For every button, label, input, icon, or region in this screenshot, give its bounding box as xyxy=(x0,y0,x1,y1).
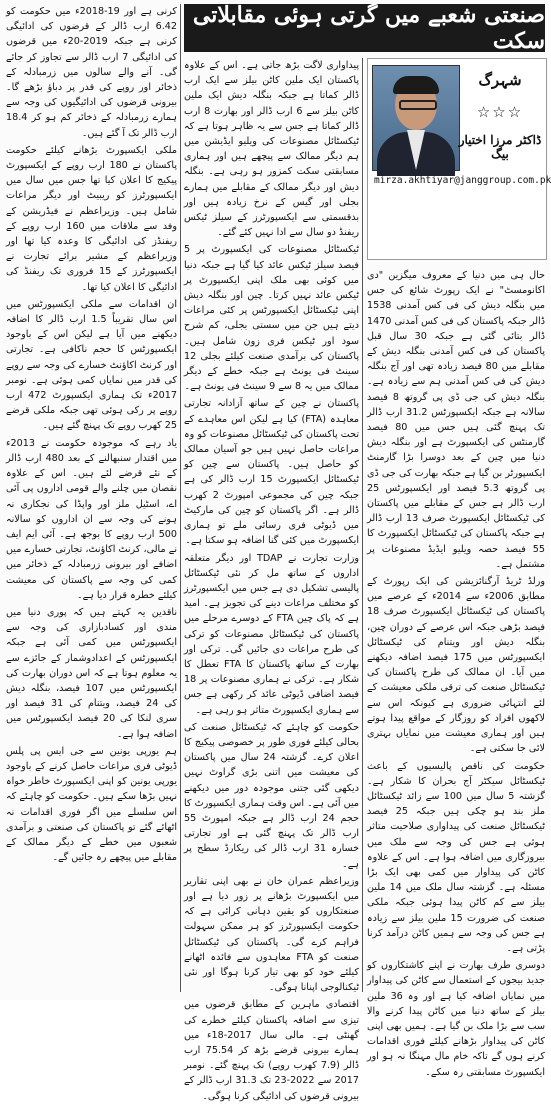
headline: صنعتی شعبے میں گرتی ہوئی مقابلاتی سکت xyxy=(184,4,545,52)
paragraph: ان اقدامات سے ملکی ایکسپورٹس میں اس سال تقریباً 1.5 ارب ڈالر کا اضافہ دیکھنے میں آیا ہے لیکن اس کے باوجود ایکسپورٹس کا حجم ناکافی ہے۔ تجارتی اور کرنٹ اکاؤنٹ خسارے کی وجہ سے روپے کی قدر میں نمایاں کمی ہوئی ہے۔ نومبر 2017ء تک ہماری ایکسپورٹ 472 ارب روپے پر رکی ہوئی تھی جبکہ ملکی قرضے 25 کھرب روپے تک پہنچ گئے ہیں۔ xyxy=(6,298,177,432)
paragraph: پیداواری لاگت بڑھ جاتی ہے۔ اس کے علاوہ پاکستان ایک ملین کاٹن بیلز سے ایک ارب ڈالر کماتا ہے جبکہ بنگلہ دیش ایک ملین کاٹن بیلز سے 6 ارب ڈالر اور بھارت 8 ارب ڈالر کماتا ہے جس سے یہ ظاہر ہوتا ہے کہ ٹیکسٹائل مصنوعات کی ویلیو ایڈیشن میں ہم دیگر ممالک سے پیچھے ہیں اور ہماری مسابقتی سکت کمزور ہو رہی ہے۔ بنگلہ دیش اور دیگر ممالک کے مقابلے میں ہمارے بجلی اور گیس کے نرخ زیادہ ہیں اور بدقسمتی سے ایکسپورٹرز کے سیلز ٹیکس ریفنڈ دو سال سے ادا نہیں کئے گئے۔ xyxy=(184,60,360,239)
paragraph: اقتصادی ماہرین کے مطابق قرضوں میں تیزی سے اضافہ پاکستان کیلئے خطرے کی گھنٹی ہے۔ مالی سال 2017-18ء میں ہمارے بیرونی قرضے بڑھ کر 75.54 ارب ڈالر (7.9 کھرب روپے) تک پہنچ گئے۔ نومبر 2017 سے 2022-23 تک 31.3 ارب ڈالر کے بیرونی قرضوں کی ادائیگی کرنا ہوگی۔ xyxy=(184,999,359,1102)
paragraph: کرنی ہے اور 19-2018ء میں حکومت کو 6.42 ارب ڈالر کے قرضوں کی ادائیگی کرنی ہے جبکہ 2019-20ء میں قرضوں کی ادائیگی 7 ارب ڈالر سے تجاوز کر جائے گی۔ آنے والے سالوں میں زرمبادلہ کے ذخائر اور روپے کی قدر پر دباؤ بڑھے گا۔ بیرونی قرضوں کی ادائیگیوں کی وجہ سے ہمارے زرمبادلہ کے ذخائر کم ہو کر 18.4 ارب ڈالر تک آ گئے ہیں۔ xyxy=(6,6,177,139)
paragraph: دوسری طرف بھارت نے اپنے کاشتکاروں کو جدید بیجوں کے استعمال سے کاٹن کی پیداوار میں نمایاں اضافہ کیا ہے اور وہ 36 ملین بیلز کے ساتھ دنیا میں کاٹن پیدا کرنے والا سب سے بڑا ملک بن گیا ہے۔ ہمیں بھی اپنی کاٹن کی پیداوار بڑھانے کیلئے فوری اقدامات کرنے ہوں گے تاکہ خام مال مہنگا نہ ہو اور ایکسپورٹ مسابقتی رہ سکے۔ xyxy=(367,960,545,1078)
paragraph: ورلڈ ٹریڈ آرگنائزیشن کی ایک رپورٹ کے مطابق 2006ء سے 2014ء کے عرصے میں پاکستان کی ٹیکسٹائل ایکسپورٹ صرف 18 فیصد بڑھی جبکہ اس عرصے کے دوران چین، بنگلہ دیش اور ویتنام کی ٹیکسٹائل ایکسپورٹس میں 175 فیصد اضافہ دیکھنے میں آیا۔ ان ممالک کی طرح پاکستان کی ٹیکسٹائل صنعت کی ترقی ملکی معیشت کے لئے انتہائی ضروری ہے کیونکہ اس سے لاکھوں افراد کو روزگار کے مواقع پیدا ہوتے ہیں اور ہماری معیشت میں نمایاں بہتری لائی جا سکتی ہے۔ xyxy=(367,576,546,755)
article-column-middle xyxy=(184,58,360,1102)
paragraph: ناقدین یہ کہتے ہیں کہ پوری دنیا میں مندی اور کسادبازاری کی وجہ سے ایکسپورٹس میں کمی آئی ہے جبکہ ایکسپورٹس کے اعدادوشمار کے جائزے سے یہ معلوم ہوتا ہے کہ اس دوران بھارت کی ایکسپورٹس میں 107 فیصد، بنگلہ دیش کی 24 فیصد، ویتنام کی 31 فیصد اور سری لنکا کی 20 فیصد ایکسپورٹس میں اضافہ ہوا ہے۔ xyxy=(6,606,178,740)
article-column-right xyxy=(367,268,546,1078)
byline-box xyxy=(367,58,551,260)
author-email[interactable]: mirza.akhtiyar@janggroup.com.pk xyxy=(374,175,551,186)
paragraph: پاکستان نے چین کے ساتھ آزادانہ تجارتی معاہدہ (FTA) کیا ہے لیکن اس معاہدے کے تحت پاکستان کی ٹیکسٹائل مصنوعات کو وہ مراعات حاصل نہیں ہیں جو آسیان ممالک کو حاصل ہیں۔ پاکستان سے چین کو ٹیکسٹائل ایکسپورٹ 15 ارب ڈالر کی ہے جبکہ چین کی مجموعی امپورٹ 2 کھرب ڈالر ہے۔ اگر پاکستان کو چین کی مارکیٹ میں ڈیوٹی فری رسائی ملے تو ہماری ایکسپورٹ میں کئی گنا اضافہ ہو سکتا ہے۔ xyxy=(184,398,360,547)
paragraph: حال ہی میں دنیا کے معروف میگزین "دی اکانومسٹ" نے ایک رپورٹ شائع کی جس میں بنگلہ دیش کی فی کس آمدنی 1538 ڈالر جبکہ پاکستان کی فی کس آمدنی 1470 ڈالر بتائی گئی ہے جبکہ 30 سال قبل پاکستان کی فی کس آمدنی بنگلہ دیش کے مقابلے میں 80 فیصد زیادہ تھی اور آج بنگلہ دیش کی فی کس آمدنی ہم سے زیادہ ہے۔ بنگلہ دیش کی جی ڈی پی گروتھ 8 فیصد سالانہ ہے جبکہ ایکسپورٹس 31.2 ارب ڈالر تک پہنچ گئی ہیں جس میں 80 فیصد گارمنٹس کی ایکسپورٹ ہے اور بنگلہ دیش دنیا میں چین کے بعد دوسرا بڑا گارمنٹ ایکسپورٹر بن گیا ہے جبکہ بھارت کی جی ڈی پی گروتھ 5.3 فیصد اور ایکسپورٹس 25 ارب ڈالر ہے جس کے مقابلے میں پاکستان کی ٹیکسٹائل ایکسپورٹ صرف 13 ارب ڈالر ہے جبکہ پاکستان کی ٹیکسٹائل ایکسپورٹ کا 55 فیصد حصہ ویلیو ایڈیڈ مصنوعات پر مشتمل ہے۔ xyxy=(367,270,546,570)
paragraph: یاد رہے کہ موجودہ حکومت نے 2013ء میں اقتدار سنبھالنے کے بعد 480 ارب ڈالر کے نئے قرضے لئے ہیں۔ اس کے علاوہ نقصان میں چلنے والے قومی اداروں پی آئی اے، اسٹیل ملز اور واپڈا کی نجکاری نہ ہونے کی وجہ سے ان اداروں کو سالانہ 500 ارب روپے کا بوجھ ہے۔ آئی ایم ایف نے مالی، کرنٹ اکاؤنٹ، تجارتی خسارے میں اضافے اور بیرونی زرمبادلہ کے ذخائر میں کمی کی وجہ سے پاکستان کی معیشت کیلئے خطرہ قرار دیا ہے۔ xyxy=(6,437,177,601)
paragraph: وزارت تجارت نے TDAP اور دیگر متعلقہ اداروں کے ساتھ مل کر نئی ٹیکسٹائل پالیسی تشکیل دی ہے جس میں ایکسپورٹرز کو مختلف مراعات دینے کی تجویز ہے۔ امید ہے کہ پاک چین FTA کے دوسرے مرحلے میں پاکستان کی ٹیکسٹائل مصنوعات کو ترکی کی طرح مراعات دی جائیں گی۔ ترکی اور بھارت کے ساتھ پاکستان کا FTA تعطل کا شکار ہے۔ ترکی نے ہماری مصنوعات پر 18 فیصد اضافی ڈیوٹی عائد کر رکھی ہے جس سے ہماری ایکسپورٹ متاثر ہو رہی ہے۔ xyxy=(184,552,359,716)
column-name: شہرگ xyxy=(478,71,522,89)
paragraph: ٹیکسٹائل مصنوعات کی ایکسپورٹ پر 5 فیصد سیلز ٹیکس عائد کیا گیا ہے جبکہ دنیا میں کوئی بھی ملک اپنی ایکسپورٹ پر ٹیکس عائد نہیں کرتا۔ چین اور بنگلہ دیش اپنی ٹیکسٹائل ایکسپورٹس پر کئی مراعات دیتے ہیں جن میں سستی بجلی، کم شرح سود اور ٹیکس فری زون شامل ہیں۔ پاکستان کی برآمدی صنعت کیلئے بجلی 12 سینٹ فی یونٹ ہے جبکہ خطے کے دیگر ممالک میں یہ 8 سے 9 سینٹ فی یونٹ ہے۔ xyxy=(184,244,359,393)
star-icon: ☆☆☆ xyxy=(476,103,524,121)
author-name: ڈاکٹر مرزا اختیار بیگ xyxy=(458,133,542,161)
paragraph: حکومت کی ناقص پالیسیوں کے باعث ٹیکسٹائل سیکٹر آج بحران کا شکار ہے۔ گزشتہ 5 سال میں 100 سے زائد ٹیکسٹائل ملز بند ہو چکی ہیں جبکہ 25 فیصد ٹیکسٹائل صنعت کی پیداواری صلاحیت متاثر ہوئی ہے جس کی وجہ سے ملک میں بیروزگاری میں اضافہ ہوا ہے۔ اس کے علاوہ کاٹن کی پیداوار میں کمی بھی ایک بڑا مسئلہ ہے۔ گزشتہ سال ملک میں 14 ملین بیلز سے کم کاٹن پیدا ہوئی جبکہ ملکی صنعت کی ضرورت 15 ملین بیلز سے زیادہ ہے جس کی وجہ سے ہمیں کاٹن درآمد کرنا پڑتی ہے۔ xyxy=(367,760,546,954)
article-column-left xyxy=(6,4,177,992)
paragraph: ہم یورپی یونین سے جی ایس پی پلس ڈیوٹی فری مراعات حاصل کرنے کے باوجود یورپی یونین کو اپنی ایکسپورٹ خاطر خواہ نہیں بڑھا سکے ہیں۔ حکومت کو چاہئے کہ اس سلسلے میں اگر فوری اقدامات نہ اٹھائے گئے تو پاکستان کی صنعتی و برآمدی شعبوں میں خطے کے دیگر ممالک کے مقابلے میں پیچھے رہ جائیں گے۔ xyxy=(6,745,177,864)
paragraph: حکومت کو چاہئے کہ ٹیکسٹائل صنعت کی بحالی کیلئے فوری طور پر خصوصی پیکیج کا اعلان کرے۔ گزشتہ 24 سال میں پاکستان کی معیشت میں اتنی بڑی گراوٹ نہیں دیکھی گئی جتنی موجودہ دور میں دیکھنے میں آئی ہے۔ اس وقت ہماری ایکسپورٹ کا حجم 24 ارب ڈالر ہے جبکہ امپورٹ 55 ارب ڈالر تک پہنچ گئی ہے اور تجارتی خسارہ 31 ارب ڈالر کی ریکارڈ سطح پر ہے۔ xyxy=(184,721,359,870)
paragraph: ملکی ایکسپورٹ بڑھانے کیلئے حکومت پاکستان نے 180 ارب روپے کے ایکسپورٹ پیکیج کا اعلان کیا تھا جس میں سال میں ایکسپورٹرز کو ریبیٹ اور دیگر مراعات شامل ہیں۔ وزیراعظم نے فیڈریشن کے وفد سے ملاقات میں 160 ارب روپے کے ریفنڈز کی ادائیگی کا وعدہ کیا تھا اور وزیراعظم کے مشیر برائے تجارت نے ایکسپورٹرز کے 15 فروری تک ریفنڈ کی ادائیگی کا اعلان کیا تھا۔ xyxy=(6,144,177,293)
paragraph: وزیراعظم عمران خان نے بھی اپنی تقاریر میں ایکسپورٹ بڑھانے پر زور دیا ہے اور صنعتکاروں کو یقین دہانی کرائی ہے کہ حکومت ایکسپورٹرز کو ہر ممکن سہولت فراہم کرے گی۔ پاکستان کی ٹیکسٹائل صنعت کو FTA معاہدوں سے فائدہ اٹھانے کیلئے خود کو بھی تیار کرنا ہوگا اور نئی ٹیکنالوجی اپنانا ہوگی۔ xyxy=(184,875,359,994)
column-divider-right xyxy=(362,58,363,992)
author-photo xyxy=(372,65,460,171)
column-divider-left xyxy=(180,4,181,992)
